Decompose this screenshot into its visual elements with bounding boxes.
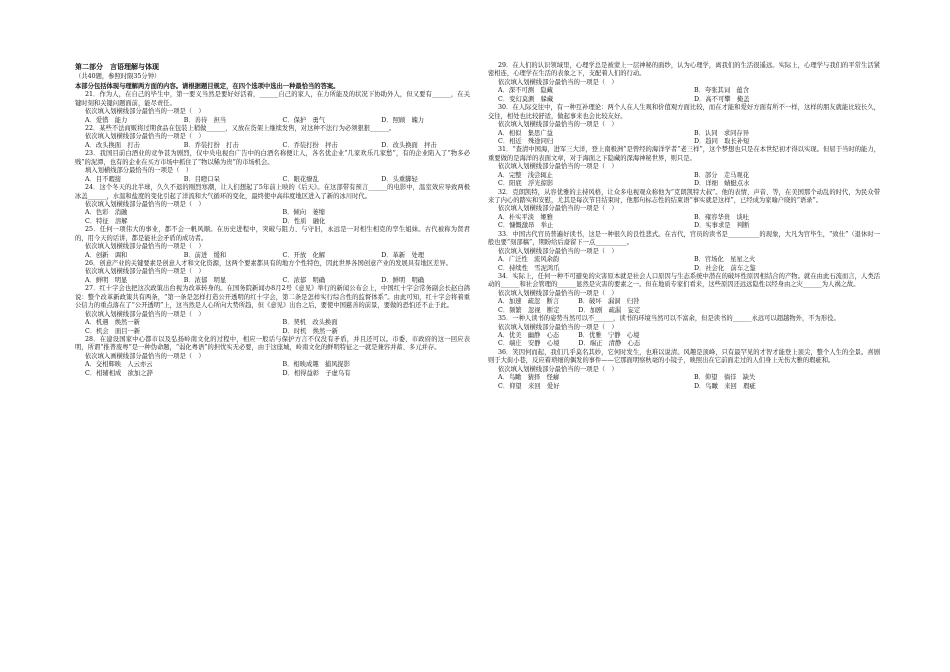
answer-option[interactable]: B．前进 缓和 [183,251,227,259]
answer-option[interactable]: A．优美 幽静 心态 [498,332,560,339]
question-text: 23．我国目前白酒业的竞争甚为剧烈，仅中央电视台广告中的白酒名称便让人，各名优企业“几家欢乐几家愁”，有的企业陷入了“物多必贱”的泥潭，也有的企业在买方市场中抓住了“物以稀为贵”的市场机会。 [75,150,470,166]
answer-option[interactable]: B．乔装打扮 打击 [183,141,239,149]
answer-option[interactable]: C．开放 化解 [282,251,326,259]
answer-option[interactable]: A．鸟瞰 猜择 怪癖 [498,374,560,382]
option-row [75,176,470,184]
option-row [488,383,880,391]
question-block [488,349,880,391]
question-text: 36．笑因何而起，我们几乎莫名其妙，它何时发生，也难以说清。风趣是顶峰，只有最罕见的才智才能登上顶尖，整个人生的全景。喜剧则于大街小巷，反应着琐细的偶发的事件——它那面明察秋毫的小镜子，映照出在它前面走过的人们身上无伤大雅的瑕疵和。 [488,348,880,365]
option-row [488,222,880,230]
option-row [75,218,470,226]
section-title: 第二部分 言语理解与体现 [75,62,159,71]
question-text: 26．创意产业的关键要素是创意人才和文化资源，这两个要素都具有的地方个性特色，因此世界各国创意产业的发展具有地区差异。 [85,260,452,267]
option-row [488,298,880,306]
option-row [488,180,880,188]
answer-option[interactable]: A．交相辉映 人云亦云 [85,361,153,369]
question-prompt: 依次填入划横线部分最恰当的一项是（ ） [498,163,618,171]
question-prompt: 依次填入画横线部分最恰当的一项是（ ） [85,352,205,360]
option-row [75,361,470,369]
answer-option[interactable]: A．机遇 焕然一新 [85,319,140,327]
answer-option[interactable]: C．相近 殊途同归 [498,137,554,145]
answer-option[interactable]: D．加剧 疏漏 妄定 [578,306,641,314]
answer-option[interactable]: D．详细 蜻蜓点水 [694,180,750,188]
question-prompt: 依次填入划横线部分最恰当的一项是（ ） [85,108,205,116]
question-prompt: 依次填入划横线部分最恰当的一项是（ ） [498,247,618,255]
answer-option[interactable]: A．色彩 消融 [85,209,128,217]
answer-option[interactable]: D．照顾 魄力 [381,116,425,124]
answer-option[interactable]: D．时机 焕然一新 [282,327,338,335]
answer-option[interactable]: B．认同 求同存异 [694,129,750,137]
answer-option[interactable]: A．相似 集思广益 [498,129,553,137]
question-text: 35．一种人读书的姿势当然可以不______，读书的环境当然可以不富余，但是读书的______永远可以超越物外，不为形役。 [498,315,840,323]
question-prompt: 依次填入划横线部分最恰当的一项是（ ） [85,133,205,141]
answer-option[interactable]: D．社会化 前车之鉴 [694,264,756,272]
answer-option[interactable]: D．性质 融化 [282,217,326,225]
option-pair [488,298,880,306]
question-prompt: 依次填入划横线部分最恰当的一项是（ ） [498,205,618,213]
answer-option[interactable]: A．爱惜 能力 [85,116,128,124]
answer-option[interactable]: A．鲜明 明显 [85,276,128,284]
option-row [75,370,470,378]
question-text: 24．这个冬天的北半球，久久不退的刚烈寒潮，让人们想起了5年前上映的《后天》。在这部带有预言______的电影中，温室效应导致两极冰盖______，水温和盐度的变化引起了洋流和大气循环的变化，最终使中高纬度地区进入了新的冰川时代。 [75,184,470,200]
answer-option[interactable]: D．鲜明 明确 [381,276,425,284]
answer-option[interactable]: C．特征 溶解 [85,217,128,225]
answer-option[interactable]: B．部分 走马观花 [694,171,750,179]
question-block [488,273,880,315]
option-row [75,252,470,260]
question-prompt: 依次填入划横线部分最恰当的一项是（ ） [85,268,205,276]
question-block [75,150,470,184]
answer-option[interactable]: C．保护 勇气 [282,116,326,124]
question-text: 32．克朗凯特，从容优雅的主持风格，让众多电视观众称他为“克朗凯特大叔”。他的表情、声音、等，在美国那个动乱的时代，为民众带来了内心的踏实和安慰，尤其是每次节目结束时，他那句标志性的结束语“事实就是这样”，已经成为家喻户晓的“语录”。 [488,188,880,204]
option-row [488,130,880,138]
answer-option[interactable]: C．浓郁 明确 [282,276,326,284]
answer-option[interactable]: B．浓郁 明显 [183,276,227,284]
answer-option[interactable]: C．机会 面目一新 [85,327,141,335]
question-block [75,336,470,378]
answer-option[interactable]: D．改头换面 抨击 [381,141,437,149]
question-block [75,184,470,226]
answer-option[interactable]: C．端庄 安静 心境 [498,340,560,348]
left-question-list [75,91,470,378]
question-prompt: 依次填入划横线部分最恰当的一项是（ ） [85,243,205,251]
right-question-list [488,62,880,391]
answer-option[interactable]: A．创新 调和 [85,251,128,259]
section-meta: （共40题，参照时限35分钟） [75,73,161,81]
question-prompt: 依次填入划横线部分最恰当的一项是（ ） [85,310,205,318]
option-row [75,328,470,336]
answer-option[interactable]: B．善待 担当 [183,116,227,124]
option-row [488,172,880,180]
question-block [75,125,470,150]
option-row [488,96,880,104]
option-row [75,319,470,327]
answer-option[interactable]: C．阳底 浮光掠影 [498,180,554,188]
answer-option[interactable]: A．朴实平淡 姬雅 [498,213,553,221]
answer-option[interactable]: D．端正 清静 心态 [578,340,641,348]
question-block [75,91,470,125]
question-text: 30．在人际交往中，有一种互补理论：两个人在人生观和价值观方面比较，而在才能和爱好方面有所不一样，这样的朋友就能比较长久，交往，相处也比较舒适，做起事来也会比较友好。 [488,104,880,120]
answer-option[interactable]: A．完整 浅尝辄止 [498,171,553,179]
answer-option[interactable]: C．变幻莫测 躲藏 [498,95,554,103]
answer-option[interactable]: B．雍容华贵 谈吐 [694,213,750,221]
answer-option[interactable]: B．夸张其词 蕴含 [694,87,750,95]
answer-option[interactable]: B．目瞪口呆 [183,175,220,183]
section-instructions: 本部分包括体现与理解两方面的内容。请根据题目规定，在四个选项中选出一种最恰当的答案。 [75,82,340,90]
left-column [75,62,470,378]
question-prompt: 依次填入划横线部分最恰当的一项是（ ） [498,365,618,373]
question-block [75,260,470,285]
question-prompt: 依次填入划横线部分最恰当的一项是（ ） [85,200,205,208]
question-block [488,62,880,104]
answer-option[interactable]: A．深不可测 隐藏 [498,87,553,95]
answer-option[interactable]: B．倾向 萎缩 [282,209,325,217]
answer-option[interactable]: A．加速 疏忽 断言 [498,298,560,306]
option-row [488,374,880,382]
answer-option[interactable]: B．破坏 漏洞 归咎 [578,298,640,306]
question-text: 31．“查清中国海，进军三大洋，登上南极洲”是曾经的海洋学者“老三样”，这个梦想也只是在本世纪初才得以实现。但屈于当时的能力，重要做的是海洋的表面文章，对于海面之下隐藏的深海神秘世界，则只是。 [488,146,880,162]
answer-option[interactable]: D．头重脚轻 [381,175,418,183]
answer-option[interactable]: B．官场化 星星之火 [694,256,756,264]
question-block [488,231,880,273]
question-block [75,226,470,260]
answer-option[interactable]: D．高不可攀 掩盖 [694,95,750,103]
question-text: 22．某些不法商贩将过期食品在包装上稍做______，又放在货架上继续发售，对这种不法行为必须狠狠______。 [85,125,396,132]
question-prompt: 依次填入划横线部分最恰当的一项是（ ） [498,323,618,331]
answer-option[interactable]: C．频繁 忽视 断定 [498,306,560,314]
option-row [488,307,880,315]
question-block [488,189,880,231]
answer-option[interactable]: D．鸟瞰 来回 瑕疵 [694,382,756,390]
right-column [488,62,880,391]
answer-option[interactable]: B．仰望 徜徉 缺失 [694,374,756,382]
question-block [75,285,470,336]
question-text: 28．在建设国家中心都市以及弘扬岭南文化的过程中，相应一般话与保护方言不仅没有矛盾，并且还可以。市委、市政府的这一回应表明，所谓“推普废粤”是一种伪命题，“弱化粤语”的担忧实无必要，由于这座城，岭南文化的鲜明特征之一就是兼容并蓄、多元并存。 [75,335,470,352]
answer-option[interactable]: D．革新 处理 [381,251,425,259]
question-text: 21．作为人，在自己的毕生中，第一要义当然是要好好活着，______自己的家人，在力所能及的状况下协助外人，但又要有______，在关键时刻和关键问题面前，能尽责任。 [75,91,470,107]
question-text: 34．实际上，任何一种不可避免的灾害原本就是社会人口原因与生态系统中潜在的破坏性原因相结合的产物。就在由此石流而言，人类活动的______和社会管理的______显然是灾害的要素之一。但在地质专家们看来，这些原因还远远隐性以经身由之灾______为人祸之故。 [488,272,880,289]
answer-option[interactable]: B．优雅 宁静 心境 [578,332,640,339]
option-row [488,256,880,264]
answer-option[interactable]: C．乔装打扮 抨击 [282,141,338,149]
answer-option[interactable]: C．慷慨激昂 举止 [498,222,554,230]
question-block [488,146,880,188]
answer-option[interactable]: B．相映成趣 捕风捉影 [282,361,351,369]
question-block [488,315,880,349]
answer-option[interactable]: D．趋同 取长补短 [694,137,750,145]
option-pair [488,340,880,348]
option-row [488,265,880,273]
question-text: 27．红十字会也把这次政策出台视为改革转身的。在国务院新闻办8月2号《意见》举行的新闻公布会上，中国红十字会常务副会长赵白鸽说：整个改革新政策共有两条，“第一条是怎样打造公开透明的红十字会，第二条是怎样实行综合性的监督体系”。由此可知，红十字会将着重公信力的重点落在了“公开透明”上，这当然是人心所向大势所趋，但《意见》出台之后，要使中国慈善的前景，要做的恐怕还不止于此。 [75,285,470,310]
option-pair [488,307,880,315]
option-row [488,87,880,95]
question-prompt: 依次填入划横线部分最恰当的一项是（ ） [498,78,618,86]
question-text: 33．中国古代官员普遍好读书，这是一种很久的良性悲式。在古代，官员的读书是__________的现象，大凡为官毕生，“致仕”（退休时一般也要“刻部稿”，期盼给后裔留下一点__________。 [488,230,880,247]
question-text: 25．任何一项伟大的事业，都不会一帆风顺。在历史进程中，突破与阻力、与守旧，永远是一对相生相克的孪生姐妹。古代被称为贤君的，用今天的话讲，都是能社会矛盾的成功者。 [75,226,470,242]
answer-option[interactable]: A．目不暇接 [85,175,122,183]
answer-option[interactable]: D．实事求是 判断 [694,222,750,230]
answer-option[interactable]: C．持续性 雪泥鸿爪 [498,264,560,272]
option-row [75,209,470,217]
question-prompt: 依次填入划横线部分最恰当的一项是（ ） [498,289,618,297]
answer-option[interactable]: B．契机 改头换面 [282,319,338,327]
answer-option[interactable]: A．广泛性 流风余韵 [498,256,560,264]
answer-option[interactable]: C．眼花缭乱 [282,175,319,183]
option-row [75,117,470,125]
question-prompt: 填入划横线部分最恰当的一项是（ ） [85,167,193,175]
answer-option[interactable]: A．改头换面 打击 [85,141,140,149]
question-text: 29．在人们的认识领域里，心理学总是被蒙上一层神秘的面纱，认为心理学，离我们的生活很遥远。实际上，心理学与我们的平常生活紧密相连，心理学在生活的表象之下，支配着人们的行动。 [488,62,880,78]
answer-option[interactable]: C．相辅相成 欲加之辞 [85,369,153,377]
question-prompt: 依次填入划横线部分最恰当的一项是（ ） [498,121,618,129]
answer-option[interactable]: D．相得益彰 子虚乌有 [282,369,351,377]
question-block [488,104,880,146]
answer-option[interactable]: C．仰望 来回 爱好 [498,382,560,390]
option-row [488,340,880,348]
